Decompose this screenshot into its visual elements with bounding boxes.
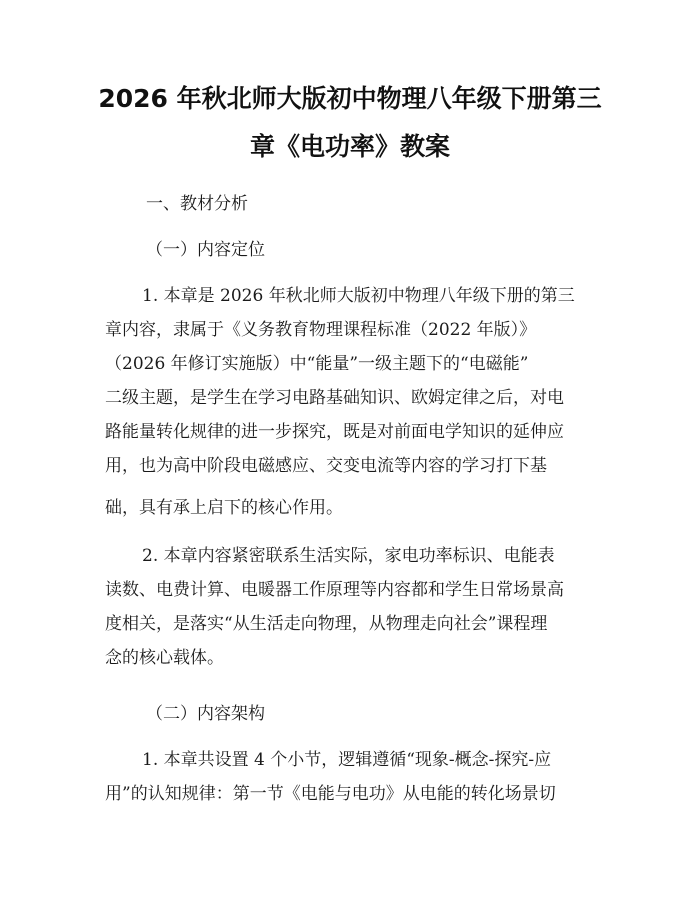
subsection-heading-content-positioning: （一）内容定位 xyxy=(146,240,265,260)
document-title-line-2: 章《电功率》教案 xyxy=(249,132,450,161)
paragraph-3-line: 用”的认知规律：第一节《电能与电功》从电能的转化场景切 xyxy=(105,784,556,804)
paragraph-2-line: 2. 本章内容紧密联系生活实际，家电功率标识、电能表 xyxy=(142,546,555,566)
paragraph-1-line: 1. 本章是 2026 年秋北师大版初中物理八年级下册的第三 xyxy=(142,286,575,306)
paragraph-2-line: 念的核心载体。 xyxy=(105,648,224,668)
paragraph-1-line: 二级主题，是学生在学习电路基础知识、欧姆定律之后，对电 xyxy=(105,388,564,408)
paragraph-1-line: 章内容，隶属于《义务教育物理课程标准（2022 年版）》 xyxy=(105,320,537,340)
paragraph-1-line: 础，具有承上启下的核心作用。 xyxy=(105,498,343,518)
paragraph-2-line: 度相关，是落实“从生活走向物理，从物理走向社会”课程理 xyxy=(105,614,548,634)
paragraph-2-line: 读数、电费计算、电暖器工作原理等内容都和学生日常场景高 xyxy=(105,580,564,600)
paragraph-1-line: 用，也为高中阶段电磁感应、交变电流等内容的学习打下基 xyxy=(105,456,547,476)
paragraph-1-line: （2026 年修订实施版）中“能量”一级主题下的“电磁能” xyxy=(105,354,529,374)
paragraph-3-line: 1. 本章共设置 4 个小节，逻辑遵循“现象-概念-探究-应 xyxy=(142,750,552,770)
section-heading-teaching-material-analysis: 一、教材分析 xyxy=(146,194,248,214)
document-title-line-1: 2026 年秋北师大版初中物理八年级下册第三 xyxy=(98,84,602,113)
paragraph-1-line: 路能量转化规律的进一步探究，既是对前面电学知识的延伸应 xyxy=(105,422,564,442)
subsection-heading-content-structure: （二）内容架构 xyxy=(146,704,265,724)
